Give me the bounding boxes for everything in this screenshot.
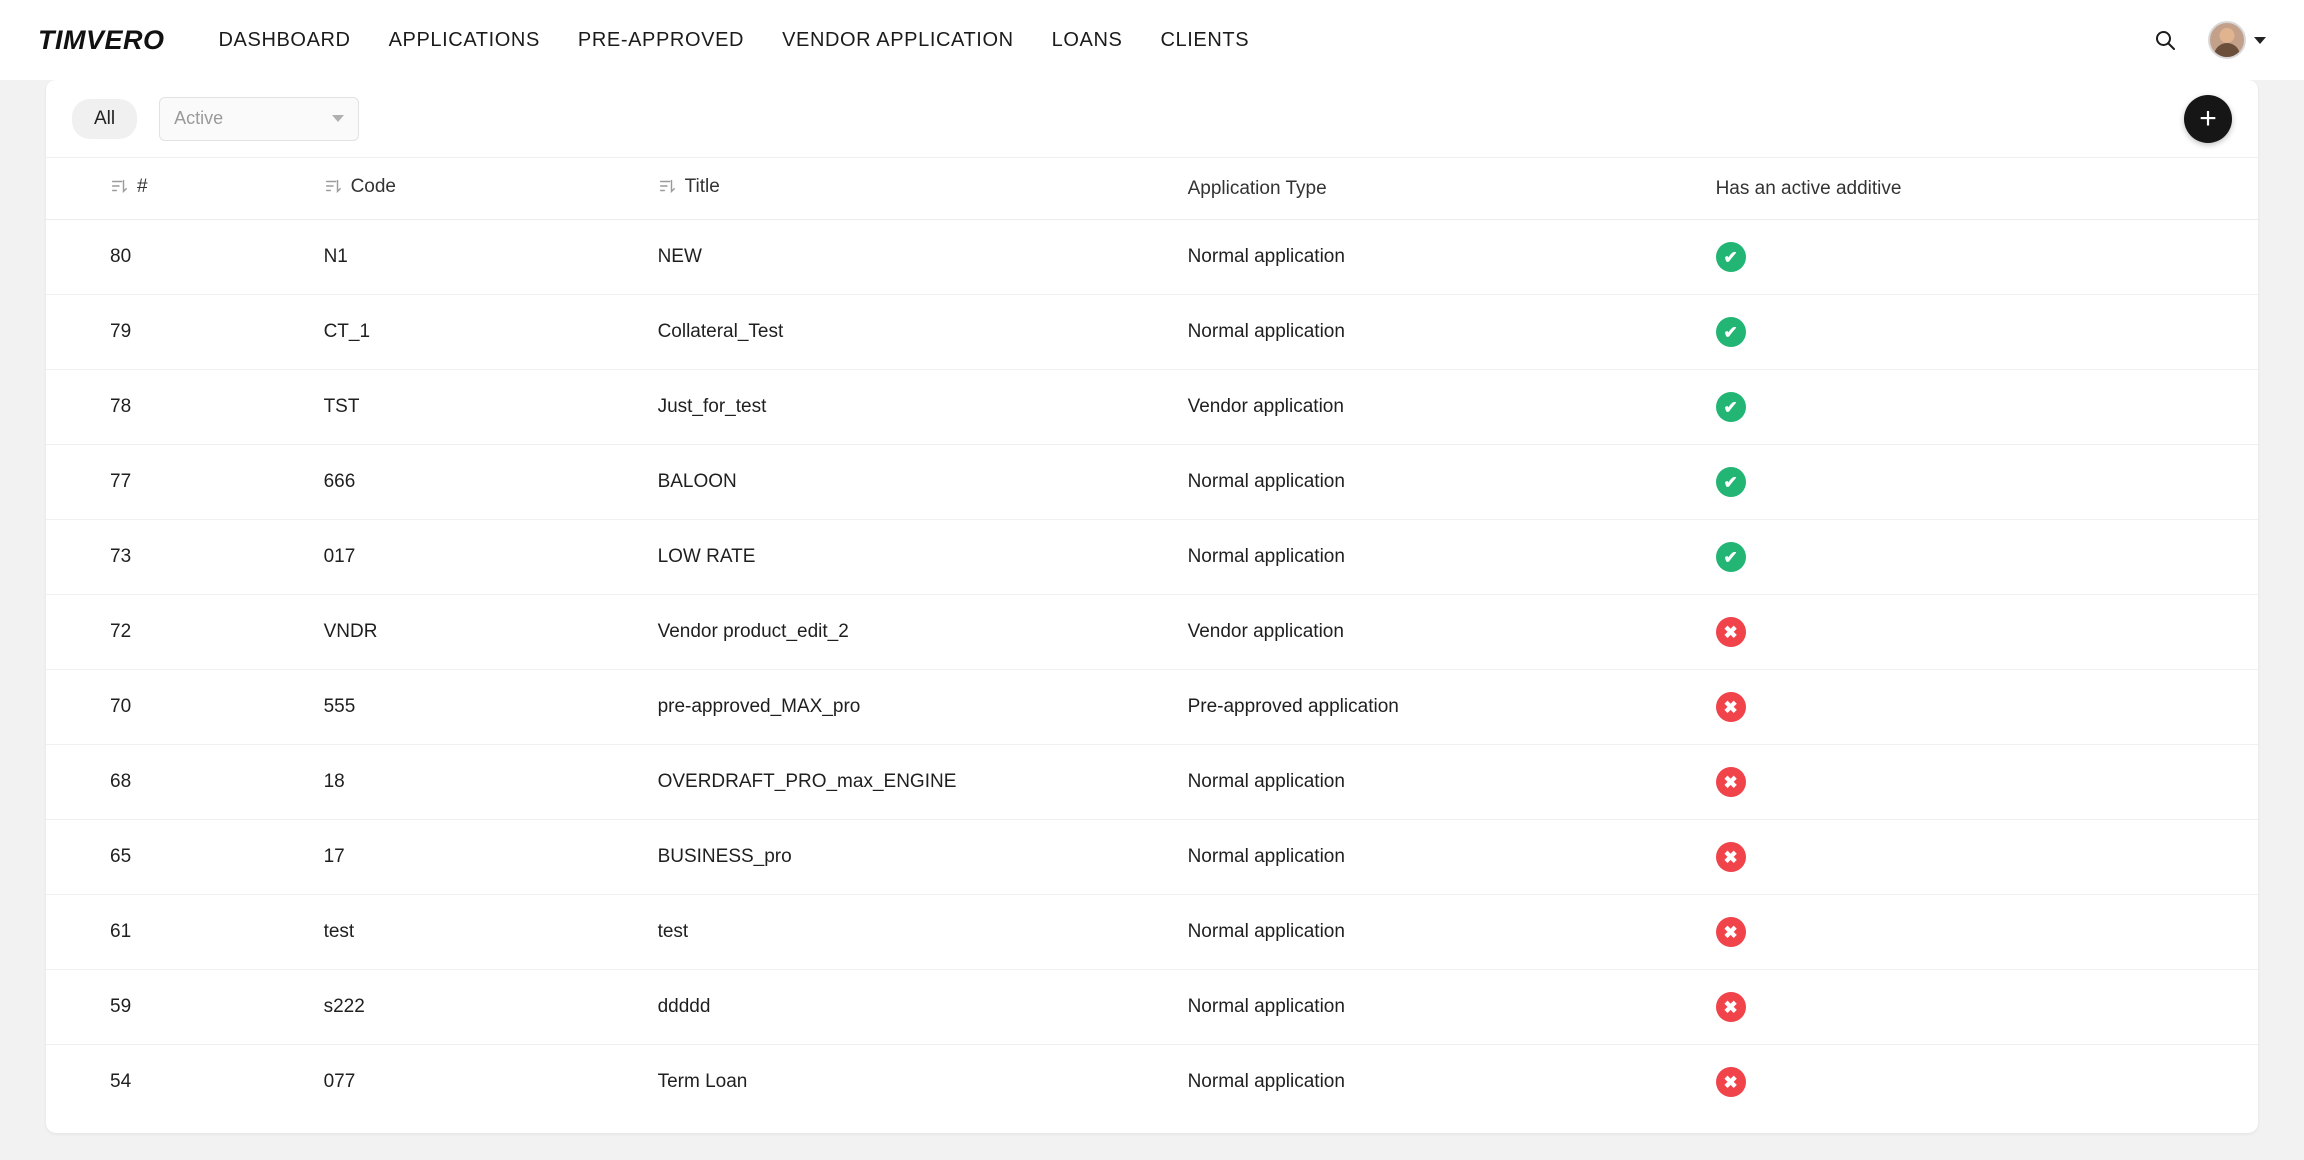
table-row[interactable] bbox=[46, 895, 2258, 970]
table-header bbox=[46, 158, 2258, 220]
top-navigation-bar bbox=[0, 0, 2304, 80]
cell-number: 70 bbox=[46, 670, 148, 745]
cell-code: 666 bbox=[148, 445, 658, 520]
cross-icon: ✖ bbox=[1716, 842, 1746, 872]
cell-number: 65 bbox=[46, 820, 148, 895]
cell-number: 61 bbox=[46, 895, 148, 970]
cell-code: 555 bbox=[148, 670, 658, 745]
table-row[interactable] bbox=[46, 220, 2258, 295]
column-header-number-label: # bbox=[137, 176, 148, 197]
cell-number: 72 bbox=[46, 595, 148, 670]
cell-has-active-additive bbox=[1716, 970, 2258, 1045]
cell-title: test bbox=[658, 895, 1188, 970]
cell-code: 077 bbox=[323, 1071, 356, 1092]
cell-number: 59 bbox=[46, 970, 148, 1045]
column-header-title[interactable] bbox=[658, 158, 1188, 220]
table-header-row bbox=[46, 158, 2258, 220]
table-row[interactable] bbox=[46, 970, 2258, 1045]
cross-icon: ✖ bbox=[1716, 1067, 1746, 1097]
nav-item-dashboard[interactable]: DASHBOARD bbox=[218, 28, 351, 51]
nav-item-vendor-application[interactable]: VENDOR APPLICATION bbox=[782, 28, 1014, 51]
cell-title: LOW RATE bbox=[658, 520, 1188, 595]
page-content bbox=[0, 80, 2304, 1133]
cell-application-type: Pre-approved application bbox=[1188, 670, 1716, 745]
cell-code: 17 bbox=[148, 820, 658, 895]
table-row[interactable] bbox=[46, 370, 2258, 445]
cell-title: Term Loan bbox=[657, 1071, 748, 1092]
avatar bbox=[2208, 21, 2246, 59]
cell-application-type: Vendor application bbox=[1188, 595, 1716, 670]
cell-application-type: Normal application bbox=[1188, 295, 1716, 370]
column-header-number[interactable] bbox=[46, 158, 148, 220]
status-select[interactable] bbox=[159, 97, 359, 141]
cell-application-type: Normal application bbox=[1188, 745, 1716, 820]
table-row[interactable] bbox=[46, 295, 2258, 370]
nav-item-clients[interactable]: CLIENTS bbox=[1160, 28, 1250, 51]
cross-icon: ✖ bbox=[1716, 992, 1746, 1022]
cell-application-type: Normal application bbox=[1188, 445, 1716, 520]
chevron-down-icon bbox=[332, 115, 344, 122]
cell-number: 80 bbox=[46, 220, 148, 295]
table-row[interactable] bbox=[46, 445, 2258, 520]
column-header-code[interactable] bbox=[148, 158, 658, 220]
cell-application-type: Normal application bbox=[1187, 1071, 1345, 1092]
cell-has-active-additive bbox=[1716, 895, 2258, 970]
products-card bbox=[46, 80, 2258, 1133]
check-icon: ✔ bbox=[1716, 392, 1746, 422]
cell-application-type: Normal application bbox=[1188, 970, 1716, 1045]
table-row[interactable] bbox=[46, 1045, 2258, 1120]
nav-item-loans[interactable]: LOANS bbox=[1051, 28, 1123, 51]
cell-has-active-additive bbox=[1716, 445, 2258, 520]
cell-title: BALOON bbox=[658, 445, 1188, 520]
cell-title: OVERDRAFT_PRO_max_ENGINE bbox=[658, 745, 1188, 820]
cell-application-type: Normal application bbox=[1188, 820, 1716, 895]
search-icon[interactable] bbox=[2148, 23, 2182, 57]
check-icon: ✔ bbox=[1716, 317, 1746, 347]
sort-icon bbox=[110, 177, 128, 201]
cell-number: 78 bbox=[46, 370, 148, 445]
cell-title: BUSINESS_pro bbox=[658, 820, 1188, 895]
status-select-value: Active bbox=[174, 108, 224, 128]
cell-number: 79 bbox=[46, 295, 148, 370]
cell-has-active-additive bbox=[1716, 295, 2258, 370]
filter-bar bbox=[46, 80, 2258, 158]
table-row[interactable] bbox=[46, 595, 2258, 670]
table-row[interactable] bbox=[46, 820, 2258, 895]
brand-logo[interactable]: TIMVERO bbox=[38, 24, 165, 55]
cell-title: Vendor product_edit_2 bbox=[658, 595, 1188, 670]
cell-has-active-additive bbox=[1716, 745, 2258, 820]
cell-code: CT_1 bbox=[148, 295, 658, 370]
products-table-wrapper bbox=[46, 158, 2258, 1133]
cell-title: pre-approved_MAX_pro bbox=[658, 670, 1188, 745]
main-nav bbox=[217, 23, 1252, 58]
check-icon: ✔ bbox=[1716, 542, 1746, 572]
products-table bbox=[46, 158, 2258, 1119]
top-bar-actions bbox=[2148, 21, 2266, 59]
cell-title: ddddd bbox=[658, 970, 1188, 1045]
cell-code: 18 bbox=[148, 745, 658, 820]
sort-icon bbox=[658, 177, 676, 201]
cross-icon: ✖ bbox=[1716, 692, 1746, 722]
cross-icon: ✖ bbox=[1716, 917, 1746, 947]
cell-number: 77 bbox=[46, 445, 148, 520]
cell-code: s222 bbox=[148, 970, 658, 1045]
column-header-application-type: Application Type bbox=[1188, 158, 1716, 220]
filter-chip-all[interactable]: All bbox=[72, 99, 137, 139]
cell-application-type: Normal application bbox=[1188, 220, 1716, 295]
table-body bbox=[46, 220, 2258, 1120]
cell-has-active-additive bbox=[1716, 595, 2258, 670]
check-icon: ✔ bbox=[1716, 467, 1746, 497]
column-header-title-label: Title bbox=[684, 176, 720, 197]
cross-icon: ✖ bbox=[1716, 767, 1746, 797]
cell-code: VNDR bbox=[148, 595, 658, 670]
cell-code: TST bbox=[148, 370, 658, 445]
cell-code: test bbox=[148, 895, 658, 970]
cell-has-active-additive bbox=[1716, 820, 2258, 895]
cell-has-active-additive bbox=[1716, 220, 2258, 295]
column-header-code-label: Code bbox=[350, 176, 396, 197]
add-product-button[interactable]: + bbox=[2184, 95, 2232, 143]
cross-icon: ✖ bbox=[1716, 617, 1746, 647]
cell-application-type: Vendor application bbox=[1188, 370, 1716, 445]
cell-title: Collateral_Test bbox=[658, 295, 1188, 370]
column-header-has-active-additive: Has an active additive bbox=[1716, 158, 2258, 220]
cell-code: 017 bbox=[148, 520, 658, 595]
check-icon: ✔ bbox=[1716, 242, 1746, 272]
cell-has-active-additive bbox=[1716, 520, 2258, 595]
table-row[interactable] bbox=[46, 670, 2258, 745]
chevron-down-icon bbox=[2254, 37, 2266, 44]
cell-title: Just_for_test bbox=[658, 370, 1188, 445]
table-row[interactable] bbox=[46, 520, 2258, 595]
nav-item-applications[interactable]: APPLICATIONS bbox=[388, 28, 540, 51]
cell-application-type: Normal application bbox=[1188, 895, 1716, 970]
cell-has-active-additive bbox=[1716, 670, 2258, 745]
cell-number: 68 bbox=[46, 745, 148, 820]
cell-has-active-additive bbox=[1716, 1045, 2258, 1120]
table-row[interactable] bbox=[46, 745, 2258, 820]
cell-code: N1 bbox=[148, 220, 658, 295]
cell-title: NEW bbox=[658, 220, 1188, 295]
cell-number: 54 bbox=[110, 1071, 132, 1092]
user-menu[interactable] bbox=[2208, 21, 2266, 59]
cell-application-type: Normal application bbox=[1188, 520, 1716, 595]
nav-item-pre-approved[interactable]: PRE-APPROVED bbox=[577, 28, 745, 51]
cell-has-active-additive bbox=[1716, 370, 2258, 445]
cell-number: 73 bbox=[46, 520, 148, 595]
sort-icon bbox=[324, 177, 342, 201]
